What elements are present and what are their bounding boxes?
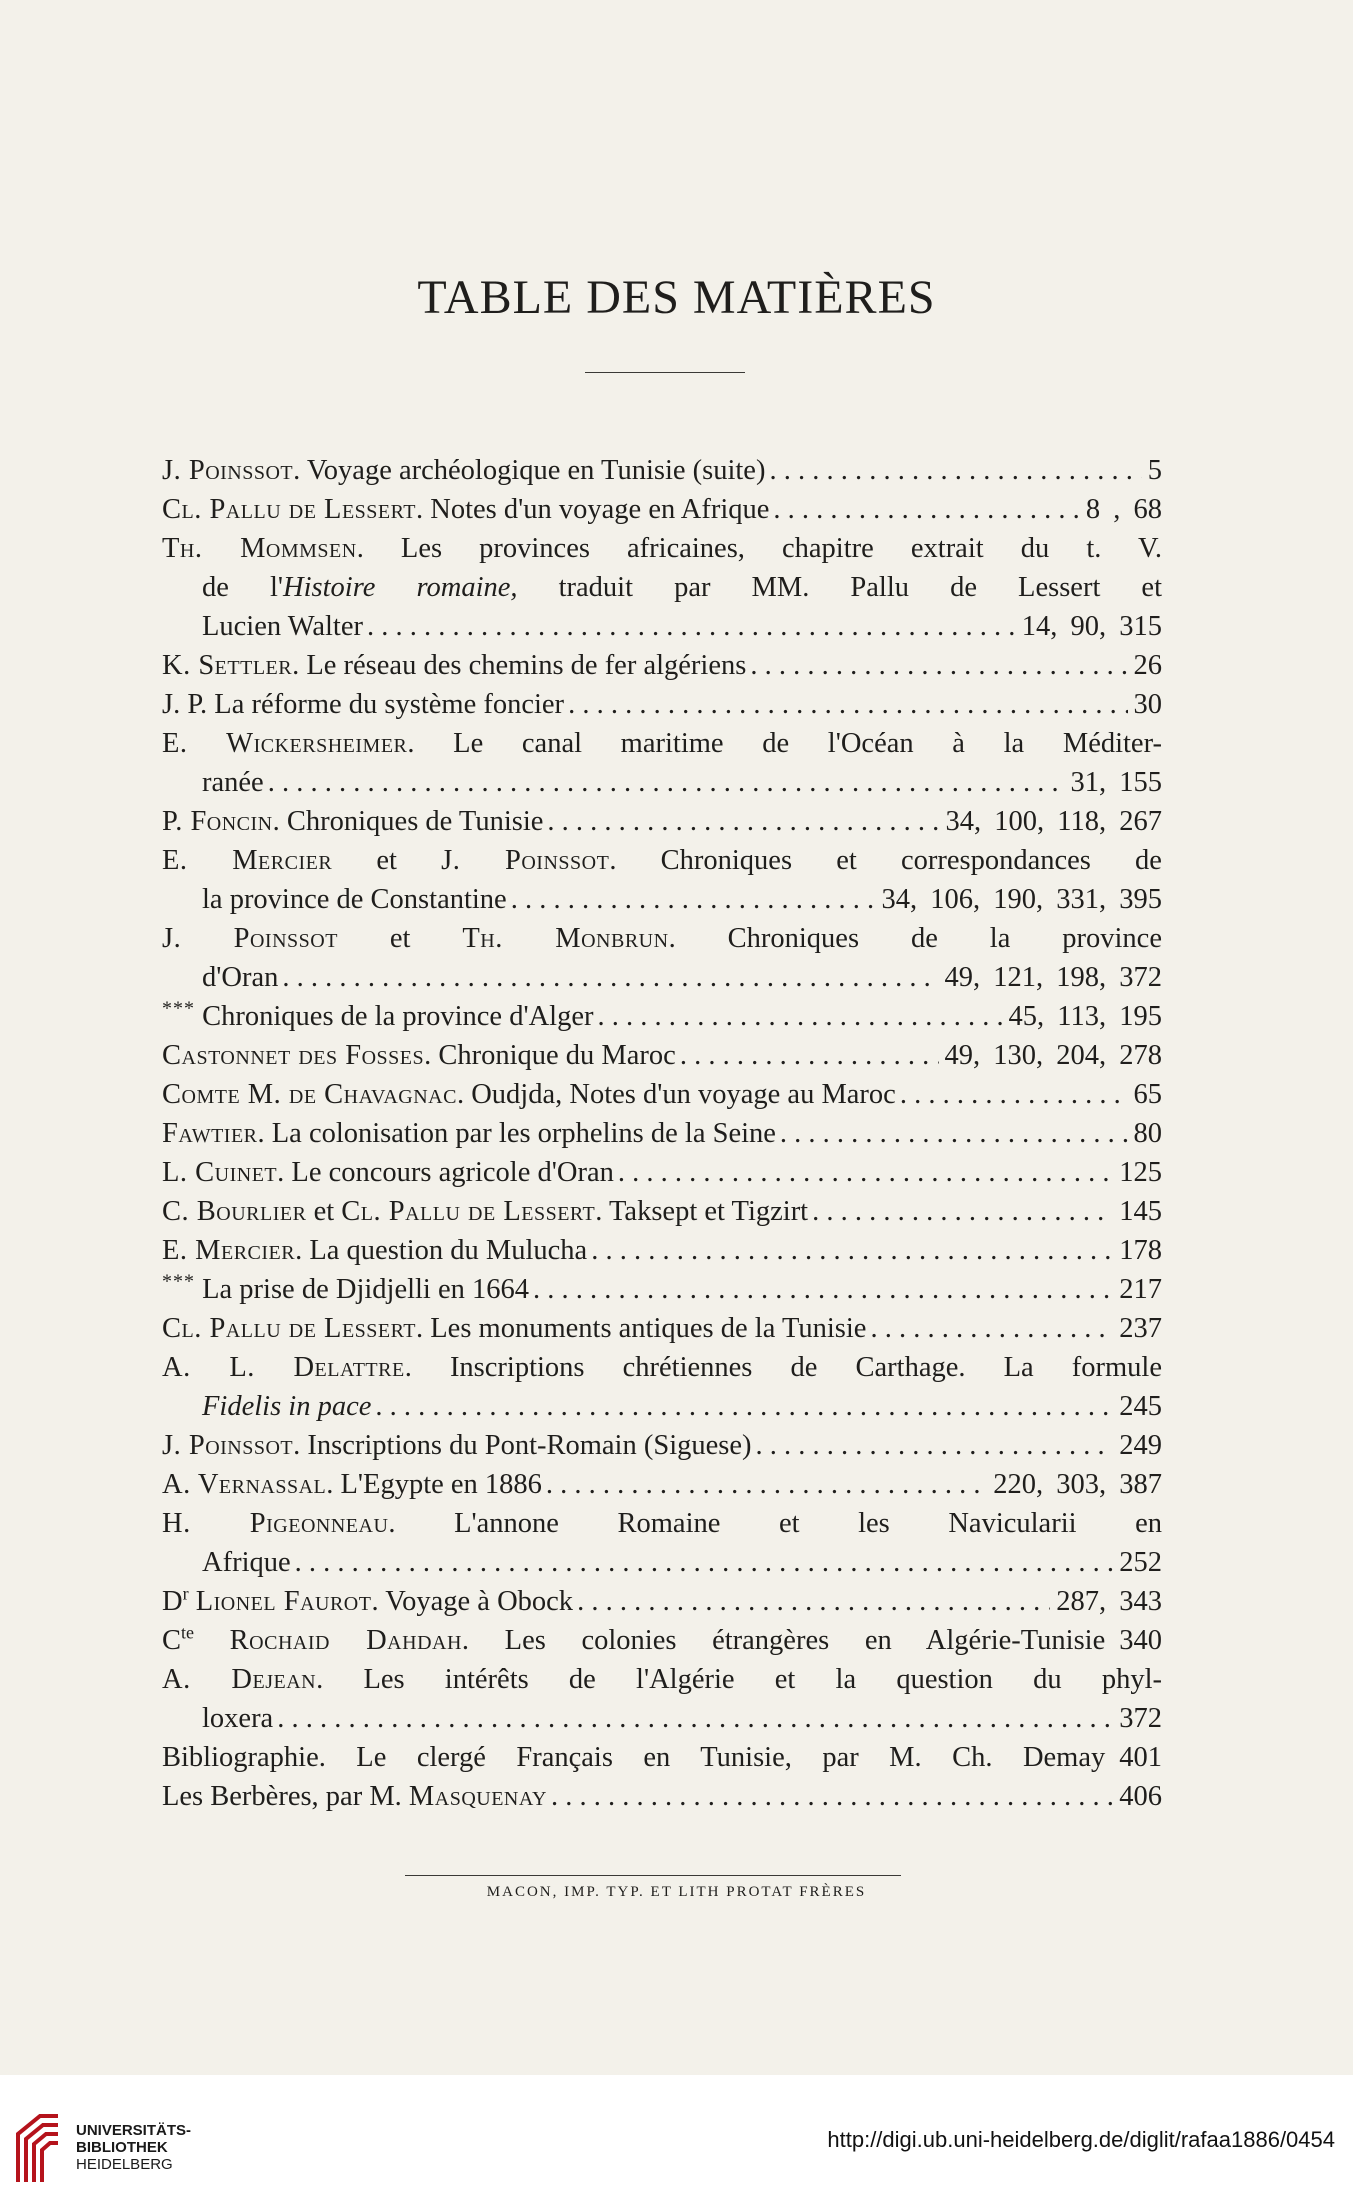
toc-line [162,1036,1162,1075]
toc-line [162,1738,1162,1777]
toc-entry [162,1075,1162,1114]
toc-page-numbers: 30 [1133,689,1162,720]
table-of-contents [162,451,1162,1816]
toc-page-numbers: 217 [1119,1274,1162,1305]
toc-line [162,1621,1162,1660]
dot-leader [295,1543,1114,1582]
dot-leader [511,880,876,919]
toc-entry-text [202,1387,371,1426]
toc-page-numbers: 401 [1119,1742,1162,1773]
toc-entry-text [202,880,507,919]
toc-author: J. Poinssot [162,923,338,954]
toc-text-part: . Le réseau des chemins de fer algériens [292,650,747,681]
dot-leader [282,958,938,997]
toc-text-part: . Chroniques de Tunisie [272,806,544,837]
toc-entry [162,1426,1162,1465]
toc-page-numbers: 45, 113, 195 [1008,1001,1162,1032]
toc-page-numbers: 80 [1133,1118,1162,1149]
title-rule [585,372,745,373]
toc-page-numbers: 14, 90, 315 [1021,611,1162,642]
toc-entry-text [162,451,765,490]
toc-entry-text [162,802,543,841]
dot-leader [367,607,1016,646]
toc-text-part: . Voyage à Obock [371,1586,574,1617]
dot-leader [577,1582,1050,1621]
toc-line [162,997,1162,1036]
toc-author: A. Vernassal [162,1469,327,1500]
toc-text-part: et [337,923,463,954]
toc-text-part: r [182,1583,189,1604]
toc-text-part: ranée [202,767,264,798]
toc-text-part: . Chroniques et correspondances de [609,845,1162,876]
toc-author: C. Bourlier [162,1196,307,1227]
toc-entry-text [162,1465,542,1504]
toc-author: Rochaid Dahdah [229,1625,462,1656]
toc-entry [162,1621,1162,1660]
toc-entry [162,1114,1162,1153]
library-name-line1: UNIVERSITÄTS- [76,2122,192,2139]
toc-page-numbers: 252 [1119,1547,1162,1578]
toc-text-part: et [332,845,442,876]
toc-text-part: . Notes d'un voyage en Afrique [416,494,770,525]
toc-entry-text [162,1153,614,1192]
toc-line [162,490,1162,529]
toc-line [162,1543,1162,1582]
toc-entry-text [162,1426,752,1465]
toc-text-part: . Voyage archéologique en Tunisie (suite) [293,455,766,486]
toc-page-numbers: 34, 100, 118, 267 [945,806,1162,837]
toc-line [162,529,1162,568]
toc-author: A. L. Delattre [162,1352,405,1383]
toc-line [162,1504,1162,1543]
toc-text-part: J. P. La réforme du système foncier [162,689,565,720]
toc-entry [162,1465,1162,1504]
toc-entry-text [162,1777,547,1816]
toc-entry-text [162,529,1162,568]
dot-leader [268,763,1065,802]
toc-page-numbers: 249 [1119,1430,1162,1461]
page-title: TABLE DES MATIÈRES [417,271,936,325]
toc-page-numbers: 125 [1119,1157,1162,1188]
toc-entry-text [162,1231,587,1270]
toc-text-part [189,1586,196,1617]
dot-leader [598,997,1003,1036]
toc-author: J. Poinssot [441,845,610,876]
toc-entry [162,802,1162,841]
toc-line [162,451,1162,490]
toc-author: E. Wickersheimer [162,728,408,759]
toc-author: Lionel Faurot [195,1586,372,1617]
dot-leader [568,685,1127,724]
toc-text-part: et [306,1196,342,1227]
toc-author: K. Settler [162,650,293,681]
toc-line [162,958,1162,997]
toc-author: Castonnet des Fosses [162,1040,425,1071]
toc-entry-text [202,958,278,997]
toc-text-part: . Chronique du Maroc [424,1040,676,1071]
toc-page-numbers: 287, 343 [1056,1586,1162,1617]
toc-text-part [194,1625,230,1656]
dot-leader [533,1270,1113,1309]
toc-entry [162,1192,1162,1231]
toc-line [162,1699,1162,1738]
toc-line [162,1114,1162,1153]
toc-line [162,802,1162,841]
toc-author: H. Pigeonneau [162,1508,389,1539]
toc-entry [162,1582,1162,1621]
toc-line [162,1777,1162,1816]
toc-line [162,841,1162,880]
toc-entry [162,1504,1162,1582]
toc-line [162,1348,1162,1387]
toc-page-numbers: 220, 303, 387 [993,1469,1162,1500]
printer-imprint: MACON, IMP. TYP. ET LITH PROTAT FRÈRES [486,1884,867,1900]
library-name[interactable] [76,2122,191,2173]
toc-entry-text [202,1543,291,1582]
toc-entry-text [162,919,1162,958]
toc-author: Comte M. de Chavagnac [162,1079,457,1110]
toc-entry [162,529,1162,646]
toc-text-part: D [162,1586,183,1617]
toc-page-numbers: 34, 106, 190, 331, 395 [881,884,1162,915]
toc-entry-text [162,1309,866,1348]
toc-line [162,1426,1162,1465]
toc-line [162,1465,1162,1504]
toc-text-part: C [162,1625,182,1656]
toc-page-numbers: 237 [1119,1313,1162,1344]
toc-text-part: . Oudjda, Notes d'un voyage au Maroc [456,1079,896,1110]
toc-line [162,568,1162,607]
toc-entry-text [202,607,363,646]
toc-text-part: . Le canal maritime de l'Océan à la Méditer- [407,728,1162,759]
toc-entry-text [162,1504,1162,1543]
toc-entry-text [202,1699,273,1738]
dot-leader [769,451,1141,490]
toc-page-numbers: 178 [1119,1235,1162,1266]
toc-author: Cl. Pallu de Lessert [341,1196,596,1227]
toc-entry-text [162,1582,573,1621]
toc-line [162,1075,1162,1114]
toc-entry-text [202,763,264,802]
toc-author: P. Foncin [162,806,273,837]
library-name-line2: BIBLIOTHEK [76,2139,168,2156]
toc-line [162,724,1162,763]
toc-line [162,685,1162,724]
toc-line [162,1231,1162,1270]
toc-entry [162,1660,1162,1738]
toc-page-numbers: 372 [1119,1703,1162,1734]
toc-text-part: . Inscriptions chrétiennes de Carthage. La formule [404,1352,1162,1383]
toc-page-numbers: 5 [1147,455,1162,486]
imprint-rule [405,1875,901,1876]
toc-line [162,919,1162,958]
toc-author: E. Mercier [162,1235,296,1266]
toc-line [162,1192,1162,1231]
toc-page-numbers: 406 [1119,1781,1162,1812]
toc-text-part: Afrique [202,1547,291,1578]
toc-text-part: . Taksept et Tigzirt [595,1196,809,1227]
toc-line [162,880,1162,919]
ub-heidelberg-logo-icon[interactable] [14,2112,62,2184]
toc-text-part: loxera [202,1703,274,1734]
toc-text-part: . L'Egypte en 1886 [326,1469,542,1500]
library-name-line3: HEIDELBERG [76,2156,173,2173]
toc-text-part: . Le concours agricole d'Oran [277,1157,614,1188]
toc-entry [162,1270,1162,1309]
toc-entry [162,1309,1162,1348]
toc-author: J. Poinssot [162,1430,294,1461]
toc-entry-text [162,1621,1105,1660]
toc-page-numbers: 245 [1119,1391,1162,1422]
toc-entry-text [162,1192,808,1231]
toc-entry-text [162,1660,1162,1699]
toc-page-numbers: 145 [1119,1196,1162,1227]
toc-text-part: *** [162,1270,195,1293]
toc-line [162,1309,1162,1348]
toc-entry [162,1153,1162,1192]
dot-leader [773,490,1079,529]
toc-author: Cl. Pallu de Lessert [162,494,417,525]
toc-entry [162,1738,1162,1777]
toc-entry-text [162,646,746,685]
toc-entry-text [162,997,594,1036]
toc-line [162,1582,1162,1621]
toc-text-part: Histoire romaine, [283,572,518,603]
toc-text-part: traduit par MM. Pallu de Lessert et [517,572,1162,603]
toc-page-numbers: 31, 155 [1070,767,1162,798]
toc-entry-text [162,685,564,724]
toc-entry-text [162,724,1162,763]
toc-line [162,763,1162,802]
toc-text-part: . Inscriptions du Pont-Romain (Siguese) [293,1430,752,1461]
toc-text-part: Chroniques de la province d'Alger [195,1001,594,1032]
dot-leader [750,646,1127,685]
toc-text-part: la province de Constantine [202,884,507,915]
toc-author: Th. Mommsen [162,533,357,564]
toc-author: J. Poinssot [162,455,294,486]
toc-entry-text [162,841,1162,880]
toc-page-numbers: 49, 121, 198, 372 [944,962,1162,993]
toc-line [162,1153,1162,1192]
toc-entry-text [162,1075,896,1114]
toc-author: Fawtier [162,1118,258,1149]
toc-entry [162,1348,1162,1426]
toc-author: A. Dejean [162,1664,317,1695]
toc-entry [162,997,1162,1036]
toc-entry [162,646,1162,685]
toc-text-part: te [181,1622,195,1643]
toc-page-numbers: 65 [1133,1079,1162,1110]
toc-author: E. Mercier [162,845,333,876]
toc-entry-text [162,490,769,529]
toc-author: Masquenay [408,1781,547,1812]
dot-leader [900,1075,1128,1114]
toc-page-numbers: 340 [1119,1625,1162,1656]
dot-leader [756,1426,1114,1465]
toc-entry [162,490,1162,529]
dot-leader [277,1699,1113,1738]
toc-text-part: . Les provinces africaines, chapitre extrait du t. V. [356,533,1162,564]
toc-author: Th. Monbrun [462,923,669,954]
toc-entry-text [162,1036,676,1075]
dot-leader [680,1036,939,1075]
toc-text-part: . Chroniques de la province [668,923,1162,954]
dot-leader [591,1231,1113,1270]
toc-line [162,1387,1162,1426]
toc-entry [162,1036,1162,1075]
dot-leader [812,1192,1113,1231]
dot-leader [618,1153,1113,1192]
toc-entry [162,1777,1162,1816]
toc-line [162,607,1162,646]
dot-leader [375,1387,1113,1426]
toc-text-part: La prise de Djidjelli en 1664 [195,1274,529,1305]
toc-line [162,646,1162,685]
toc-entry [162,685,1162,724]
toc-text-part: . La colonisation par les orphelins de la Seine [257,1118,776,1149]
toc-text-part: Les Berbères, par M. [162,1781,409,1812]
toc-text-part: Lucien Walter [202,611,363,642]
dot-leader [546,1465,987,1504]
toc-author: Cl. Pallu de Lessert [162,1313,417,1344]
toc-entry [162,1231,1162,1270]
toc-entry [162,451,1162,490]
toc-author: L. Cuinet [162,1157,278,1188]
toc-entry-text [162,1348,1162,1387]
toc-text-part: de l' [202,572,284,603]
toc-text-part: . Les monuments antiques de la Tunisie [416,1313,867,1344]
toc-text-part: Fidelis in pace [202,1391,372,1422]
toc-text-part: . La question du Mulucha [295,1235,588,1266]
toc-entry-text [162,1114,776,1153]
toc-line [162,1660,1162,1699]
dot-leader [780,1114,1128,1153]
toc-entry-text [162,1270,529,1309]
toc-entry [162,919,1162,997]
toc-page-numbers: 49, 130, 204, 278 [944,1040,1162,1071]
toc-line [162,1270,1162,1309]
toc-entry [162,841,1162,919]
toc-text-part: *** [162,997,195,1020]
permalink-url[interactable]: http://digi.ub.uni-heidelberg.de/diglit/rafaa1886/0454 [827,2127,1335,2152]
toc-entry [162,724,1162,802]
toc-text-part: . Les colonies étrangères en Algérie-Tunisie [461,1625,1106,1656]
toc-text-part: . Les intérêts de l'Algérie et la question du phyl- [316,1664,1162,1695]
toc-entry-text [202,568,1162,607]
toc-text-part: d'Oran [202,962,279,993]
toc-text-part: Bibliographie. Le clergé Français en Tunisie, par M. Ch. Demay [162,1742,1106,1773]
toc-page-numbers: 26 [1133,650,1162,681]
dot-leader [551,1777,1113,1816]
toc-entry-text [162,1738,1105,1777]
dot-leader [870,1309,1113,1348]
dot-leader [547,802,939,841]
toc-text-part: . L'annone Romaine et les Navicularii en [388,1508,1163,1539]
toc-page-numbers: 8 , 68 [1085,494,1162,525]
